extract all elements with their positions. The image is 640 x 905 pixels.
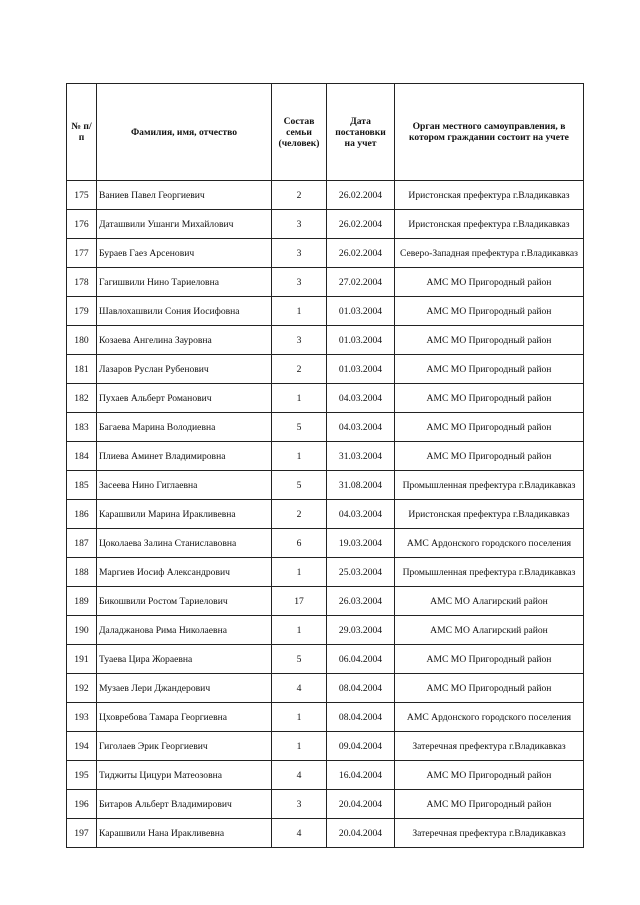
table-row: [67, 413, 584, 442]
table-header-row: [67, 84, 584, 181]
cell-name: Тиджиты Цицури Матеозовна: [97, 761, 272, 790]
cell-family-size: 4: [272, 674, 327, 703]
cell-num: 193: [67, 703, 97, 732]
cell-family-size: 5: [272, 471, 327, 500]
cell-name: Лазаров Руслан Рубенович: [97, 355, 272, 384]
cell-family-size: 2: [272, 500, 327, 529]
cell-name: Бикошвили Ростом Тариелович: [97, 587, 272, 616]
table-row: [67, 616, 584, 645]
cell-name: Бураев Гаез Арсенович: [97, 239, 272, 268]
cell-authority: АМС МО Пригородный район: [395, 413, 584, 442]
cell-num: 176: [67, 210, 97, 239]
cell-name: Шавлохашвили Сония Иосифовна: [97, 297, 272, 326]
cell-name: Даладжанова Рима Николаевна: [97, 616, 272, 645]
cell-authority: Затеречная префектура г.Владикавказ: [395, 819, 584, 848]
cell-authority: АМС МО Алагирский район: [395, 616, 584, 645]
cell-num: 190: [67, 616, 97, 645]
cell-authority: Иристонская префектура г.Владикавказ: [395, 210, 584, 239]
cell-registration-date: 16.04.2004: [327, 761, 395, 790]
header-name: Фамилия, имя, отчество: [97, 84, 272, 181]
cell-family-size: 5: [272, 645, 327, 674]
header-family: Состав семьи (человек): [272, 84, 327, 181]
cell-num: 187: [67, 529, 97, 558]
table-row: [67, 326, 584, 355]
cell-num: 182: [67, 384, 97, 413]
cell-num: 191: [67, 645, 97, 674]
table-row: [67, 674, 584, 703]
cell-registration-date: 19.03.2004: [327, 529, 395, 558]
cell-authority: АМС МО Пригородный район: [395, 268, 584, 297]
cell-family-size: 1: [272, 297, 327, 326]
cell-family-size: 4: [272, 819, 327, 848]
table-row: [67, 732, 584, 761]
cell-name: Карашвили Марина Иракливевна: [97, 500, 272, 529]
header-num: № п/п: [67, 84, 97, 181]
cell-name: Цоколаева Залина Станиславовна: [97, 529, 272, 558]
cell-registration-date: 01.03.2004: [327, 355, 395, 384]
cell-num: 186: [67, 500, 97, 529]
cell-registration-date: 29.03.2004: [327, 616, 395, 645]
cell-name: Пухаев Альберт Романович: [97, 384, 272, 413]
cell-name: Гиголаев Эрик Георгиевич: [97, 732, 272, 761]
cell-authority: Северо-Западная префектура г.Владикавказ: [395, 239, 584, 268]
cell-num: 197: [67, 819, 97, 848]
cell-registration-date: 26.03.2004: [327, 587, 395, 616]
cell-family-size: 1: [272, 384, 327, 413]
cell-family-size: 3: [272, 268, 327, 297]
cell-num: 179: [67, 297, 97, 326]
cell-num: 188: [67, 558, 97, 587]
cell-authority: Затеречная префектура г.Владикавказ: [395, 732, 584, 761]
cell-family-size: 6: [272, 529, 327, 558]
cell-authority: АМС МО Пригородный район: [395, 674, 584, 703]
cell-registration-date: 20.04.2004: [327, 819, 395, 848]
cell-registration-date: 08.04.2004: [327, 703, 395, 732]
table-row: [67, 297, 584, 326]
table-row: [67, 181, 584, 210]
cell-num: 184: [67, 442, 97, 471]
cell-authority: АМС МО Пригородный район: [395, 761, 584, 790]
table-row: [67, 529, 584, 558]
cell-authority: АМС МО Алагирский район: [395, 587, 584, 616]
cell-family-size: 2: [272, 355, 327, 384]
cell-num: 180: [67, 326, 97, 355]
table-row: [67, 558, 584, 587]
table-body: [67, 181, 584, 848]
cell-registration-date: 09.04.2004: [327, 732, 395, 761]
cell-authority: АМС МО Пригородный район: [395, 645, 584, 674]
table-row: [67, 384, 584, 413]
cell-num: 194: [67, 732, 97, 761]
cell-num: 196: [67, 790, 97, 819]
cell-family-size: 3: [272, 790, 327, 819]
cell-name: Ваниев Павел Георгиевич: [97, 181, 272, 210]
cell-family-size: 1: [272, 703, 327, 732]
cell-authority: Иристонская префектура г.Владикавказ: [395, 500, 584, 529]
cell-registration-date: 26.02.2004: [327, 181, 395, 210]
cell-authority: АМС Ардонского городского поселения: [395, 529, 584, 558]
registry-table: [66, 83, 584, 848]
cell-authority: АМС МО Пригородный район: [395, 790, 584, 819]
cell-authority: АМС МО Пригородный район: [395, 326, 584, 355]
cell-family-size: 3: [272, 326, 327, 355]
cell-registration-date: 01.03.2004: [327, 297, 395, 326]
cell-num: 189: [67, 587, 97, 616]
cell-family-size: 1: [272, 732, 327, 761]
table-row: [67, 471, 584, 500]
cell-num: 185: [67, 471, 97, 500]
cell-registration-date: 01.03.2004: [327, 326, 395, 355]
cell-num: 181: [67, 355, 97, 384]
cell-authority: АМС МО Пригородный район: [395, 384, 584, 413]
cell-registration-date: 04.03.2004: [327, 500, 395, 529]
cell-registration-date: 25.03.2004: [327, 558, 395, 587]
cell-authority: АМС Ардонского городского поселения: [395, 703, 584, 732]
cell-registration-date: 04.03.2004: [327, 384, 395, 413]
cell-name: Засеева Нино Гиглаевна: [97, 471, 272, 500]
cell-registration-date: 20.04.2004: [327, 790, 395, 819]
table-row: [67, 210, 584, 239]
cell-family-size: 2: [272, 181, 327, 210]
table-row: [67, 239, 584, 268]
cell-family-size: 1: [272, 558, 327, 587]
cell-registration-date: 26.02.2004: [327, 239, 395, 268]
cell-name: Маргиев Иосиф Александрович: [97, 558, 272, 587]
cell-name: Плиева Аминет Владимировна: [97, 442, 272, 471]
cell-authority: АМС МО Пригородный район: [395, 442, 584, 471]
cell-family-size: 1: [272, 442, 327, 471]
cell-authority: АМС МО Пригородный район: [395, 297, 584, 326]
cell-num: 175: [67, 181, 97, 210]
cell-num: 178: [67, 268, 97, 297]
cell-registration-date: 06.04.2004: [327, 645, 395, 674]
table-row: [67, 703, 584, 732]
cell-name: Битаров Альберт Владимирович: [97, 790, 272, 819]
table-row: [67, 819, 584, 848]
cell-family-size: 1: [272, 616, 327, 645]
header-date: Дата постановки на учет: [327, 84, 395, 181]
cell-num: 183: [67, 413, 97, 442]
cell-num: 177: [67, 239, 97, 268]
cell-registration-date: 31.03.2004: [327, 442, 395, 471]
cell-name: Цховребова Тамара Георгиевна: [97, 703, 272, 732]
cell-family-size: 5: [272, 413, 327, 442]
cell-registration-date: 27.02.2004: [327, 268, 395, 297]
cell-name: Музаев Лери Джандерович: [97, 674, 272, 703]
cell-family-size: 3: [272, 210, 327, 239]
cell-name: Даташвили Ушанги Михайлович: [97, 210, 272, 239]
header-org: Орган местного самоуправления, в котором граждании состоит на учете: [395, 84, 584, 181]
cell-family-size: 3: [272, 239, 327, 268]
table-row: [67, 790, 584, 819]
cell-registration-date: 08.04.2004: [327, 674, 395, 703]
cell-name: Багаева Марина Володиевна: [97, 413, 272, 442]
table-row: [67, 587, 584, 616]
cell-authority: Промышленная префектура г.Владикавказ: [395, 471, 584, 500]
table-row: [67, 442, 584, 471]
cell-name: Туаева Цира Жораевна: [97, 645, 272, 674]
cell-num: 195: [67, 761, 97, 790]
cell-authority: Промышленная префектура г.Владикавказ: [395, 558, 584, 587]
cell-registration-date: 04.03.2004: [327, 413, 395, 442]
cell-num: 192: [67, 674, 97, 703]
cell-name: Карашвили Нана Иракливевна: [97, 819, 272, 848]
cell-family-size: 4: [272, 761, 327, 790]
table-row: [67, 500, 584, 529]
table-row: [67, 761, 584, 790]
cell-registration-date: 26.02.2004: [327, 210, 395, 239]
table-row: [67, 268, 584, 297]
table-row: [67, 645, 584, 674]
cell-authority: АМС МО Пригородный район: [395, 355, 584, 384]
table-row: [67, 355, 584, 384]
cell-authority: Иристонская префектура г.Владикавказ: [395, 181, 584, 210]
cell-name: Козаева Ангелина Зауровна: [97, 326, 272, 355]
cell-name: Гагишвили Нино Тариеловна: [97, 268, 272, 297]
cell-family-size: 17: [272, 587, 327, 616]
cell-registration-date: 31.08.2004: [327, 471, 395, 500]
